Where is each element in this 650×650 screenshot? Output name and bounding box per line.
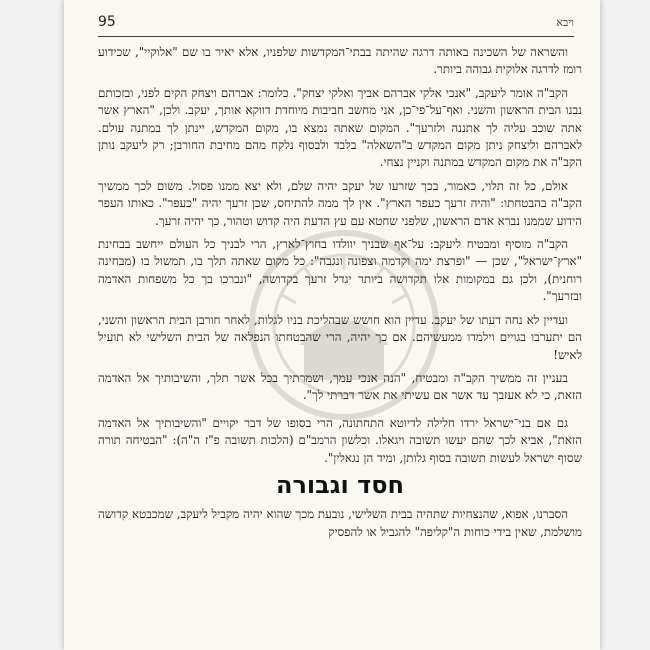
paragraph: והשראה של השכינה באותה דרגה שהיתה בבתי־המקדשות שלפניו, אלא יאיר בו שם "אלוקיי", שכידוע רומז לדרגה אלוקית גבוהה ביותר.	[98, 45, 582, 77]
paragraph: בעניין זה ממשיך הקב"ה ומבטיח, "הנה אנכי עמך, ושמרתיך בכל אשר תלך, והשיבותיך אל האדמה הזאת, כי לא אעזבך עד אשר אם עשיתי את אשר דברתי לך".	[98, 370, 582, 403]
paragraph: גם אם בני־ישראל ירדו חלילה לדיוטא התחתונה, הרי בסופו של דבר יקויים "והשיבותיך אל האדמה הזאת", אביא לכך שהם יעשו תשובה ויגאלו. וכלשון הרמב"ם (הלכות תשובה פ"ז ה"ה): "הבטיחה תורה שסוף ישראל לעשות תשובה בסוף גלותן, ומיד הן נגאלין".	[98, 415, 582, 465]
section-heading: חסד וגבורה	[275, 470, 405, 499]
paragraph: הקב"ה מוסיף ומבטיח ליעקב: על־אף שבניך יוולדו בחוץ־לארץ, הרי לבניך כל העולם ייחשב בבחינת "ארץ־ישראל", שכן — "ופרצת ימה וקדמה וצפונה ונגבה": כל מקום שאתה תלך בו, תמשול בו (מבחינה רוחנית), ולכן גם במקומות אלו תקדושה ביותר יגדל זרעך בקדושה, "ונברכו בך כל משפחות האדמה ובזרעך".	[98, 237, 582, 304]
paragraph: הסברנו, אפוא, שהנצחיות שתהיה בבית השלישי, נובעת מכך שהוא יהיה מקביל ליעקב, שמכבטא קדושה מושלמת, שאין בידי כוחות ה"קליפה" להגביל או להפסיק	[98, 507, 582, 539]
page-header	[98, 10, 574, 37]
page-body	[98, 44, 582, 547]
book-page	[64, 0, 600, 650]
page-number: 95	[98, 14, 116, 30]
paragraph: ועדיין לא נחה דעתו של יעקב. עדיין הוא חושש שבהליכת בניו לגלות, לאחר חורבן הבית הראשון והשני, הם יתערבו בגויים וילמדו ממעשיהם. אם כך יהיה, הרי שהבטחתו הנפלאה של הבית השלישי לא תועיל לאיש!	[98, 312, 582, 362]
paragraph: אולם, כל זה תלוי, כאמור, בכך שזרעו של יעקב יהיה שלם, ולא יצא ממנו פסול. משום לכך ממשיך הקב"ה בהבטחתו: "והיה זרעך כעפר הארץ". אין לך ממה להתיחס, שכן זרעך יהיה "כעפר". כאותו העפר הידוע שממנו נברא אדם הראשון, שלפני שחטא עם עץ הדעת היה קדוש וטהור, כך יהיה זרעך.	[98, 178, 582, 228]
running-head: ויבא	[556, 16, 574, 29]
paragraph: הקב"ה אומר ליעקב, "אנכי אלקי אברהם אביך ואלקי יצחק". כלומר: אברהם ויצחק הקים לפני, ובזכותם נבנו הבית הראשון והשני. ואף־על־פי־כן, אני מחשב חביבות מיוחדת דווקא אותך, יעקב. ולכן, "הארץ אשר אתה שוכב עליה לך אתננה ולזרעך". המקום שאתה נמצא בו, מקום המקדש, יינתן לך במתנה עולם. לאברהם וליצחק ניתן מקום המקדש ב"השאלה" בלבד ולבסוף נלקח מהם מחיבת החורבן; רק ליעקב נותן הקב"ה את מקום המקדש במתנה וקניין נצחי.	[98, 85, 582, 170]
